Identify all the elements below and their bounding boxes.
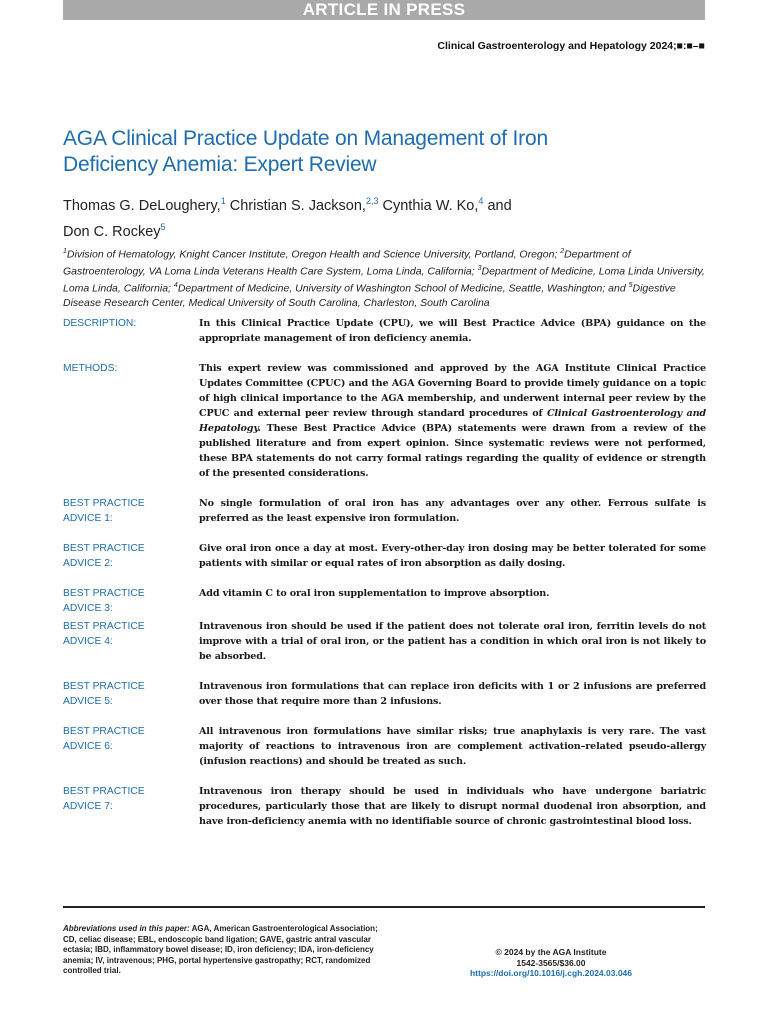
best-practice-advice-row [63, 784, 706, 829]
affiliation-text: Digestive Disease Research Center, Medical University of South Carolina, Charleston, South Carolina [63, 282, 676, 309]
author-name[interactable]: Christian S. Jackson, [229, 197, 366, 214]
best-practice-advice-row [63, 619, 706, 664]
copyright-text: © 2024 by the AGA Institute [495, 947, 607, 957]
advice-text: All intravenous iron formulations have similar risks; true anaphylaxis is very rare. The vast majority of reactions to intravenous iron are complement activation–related pseudo-allergy (infusion reactions) and should be treated as such. [199, 726, 706, 767]
methods-text: This expert review was commissioned and approved by the AGA Institute Clinical Practice Updates Committee (CPUC) and the AGA Governing Board to provide timely guidance on a topic of high clinical importance to the AGA membership, and underwent internal peer review by the CPUC and external peer review through standard procedures of [199, 363, 706, 419]
best-practice-advice-row [63, 496, 706, 526]
abbreviations-text: AGA, American Gastroenterological Association; CD, celiac disease; EBL, endoscopic band ligation; GAVE, gastric antral vascular ectasia; IBD, inflammatory bowel disease; ID, iron deficiency; IDA, iron-deficiency anemia; IV, intravenous; PHG, portal hypertensive gastropathy; RCT, randomized controlled trial. [63, 924, 378, 975]
author-name[interactable]: Don C. Rockey [63, 223, 161, 240]
author-list [63, 191, 663, 243]
advice-text: No single formulation of oral iron has any advantages over any other. Ferrous sulfate is preferred as the least expensive iron formulation. [199, 498, 706, 524]
best-practice-advice-row [63, 724, 706, 769]
section-label: METHODS: [63, 363, 118, 374]
affiliation-text: Department of Medicine, Loma Linda University, Loma Linda, California; [63, 265, 705, 295]
affiliation-number: 3 [477, 265, 482, 272]
author-name[interactable]: Thomas G. DeLoughery, [63, 197, 221, 214]
advice-label: BEST PRACTICE ADVICE 3: [63, 588, 145, 614]
author-affiliation-ref[interactable]: 5 [160, 221, 166, 232]
best-practice-advice-row [63, 541, 706, 571]
copyright-block [420, 947, 682, 979]
methods-text: These Best Practice Advice (BPA) statements were drawn from a review of the published literature and from expert opinion. Since systematic reviews were not performed, these BPA statements do not carry formal ratings regarding the quality of evidence or strength of the presented considerations. [199, 423, 706, 479]
author-name[interactable]: Cynthia W. Ko, [382, 197, 479, 214]
title-line-2: Deficiency Anemia: Expert Review [63, 153, 377, 176]
abbreviations-lead: Abbreviations used in this paper: [63, 924, 190, 933]
author-conjunction: and [487, 197, 512, 214]
advice-text: Intravenous iron formulations that can replace iron deficits with 1 or 2 infusions are preferred over those that require more than 2 infusions. [199, 681, 706, 707]
advice-label: BEST PRACTICE ADVICE 2: [63, 543, 145, 569]
section-text [199, 361, 706, 481]
author-affiliation-ref[interactable]: 4 [478, 196, 484, 206]
affiliation-text: Division of Hematology, Knight Cancer Institute, Oregon Health and Science University, Portland, Oregon; [66, 248, 561, 261]
advice-text: Intravenous iron should be used if the patient does not tolerate oral iron, ferritin levels do not improve with a trial of oral iron, or the patient has a condition in which oral iron is not likely to be absorbed. [199, 621, 706, 662]
advice-label: BEST PRACTICE ADVICE 7: [63, 786, 145, 812]
affiliation-text: Department of Medicine, University of Washington School of Medicine, Seattle, Washington; and [177, 282, 629, 295]
affiliation-number: 2 [560, 248, 565, 255]
section-label: DESCRIPTION: [63, 318, 137, 329]
structured-abstract [63, 316, 706, 844]
advice-label: BEST PRACTICE ADVICE 4: [63, 621, 145, 647]
advice-label: BEST PRACTICE ADVICE 1: [63, 498, 145, 524]
section-text: In this Clinical Practice Update (CPU), we will Best Practice Advice (BPA) guidance on the appropriate management of iron deficiency anemia. [199, 318, 706, 344]
affiliation-number: 1 [63, 248, 67, 255]
abbreviations-note [63, 924, 381, 977]
advice-text: Intravenous iron therapy should be used in individuals who have undergone bariatric procedures, particularly those that are likely to disrupt normal duodenal iron absorption, and have iron-deficiency anemia with no identifiable source of chronic gastrointestinal blood loss. [199, 786, 706, 827]
affiliation-number: 5 [628, 282, 633, 289]
journal-citation: Clinical Gastroenterology and Hepatology 2024;■:■–■ [437, 40, 705, 52]
advice-text: Give oral iron once a day at most. Every-other-day iron dosing may be better tolerated for some patients with similar or equal rates of iron absorption as daily dosing. [199, 543, 706, 569]
issn-price: 1542-3565/$36.00 [516, 957, 586, 968]
title-line-1: AGA Clinical Practice Update on Management of Iron [63, 127, 548, 150]
author-affiliation-ref[interactable]: 1 [220, 196, 226, 206]
advice-label: BEST PRACTICE ADVICE 6: [63, 726, 145, 752]
advice-text: Add vitamin C to oral iron supplementation to improve absorption. [199, 588, 550, 599]
doi-link[interactable]: https://doi.org/10.1016/j.cgh.2024.03.046 [469, 968, 633, 978]
best-practice-advice-row [63, 679, 706, 709]
journal-name: Clinical Gastroenterology and Hepatology. [199, 408, 706, 434]
author-affiliation-ref[interactable]: 2,3 [365, 196, 379, 206]
best-practice-advice-row [63, 586, 706, 616]
affiliation-text: Department of Gastroenterology, VA Loma Linda Veterans Health Care System, Loma Linda, California; [63, 248, 631, 278]
advice-label: BEST PRACTICE ADVICE 5: [63, 681, 145, 707]
abstract-description-row [63, 316, 706, 346]
footer-divider [63, 906, 705, 908]
article-title [63, 126, 663, 178]
affiliation-number: 4 [173, 282, 178, 289]
affiliations [63, 245, 708, 311]
abstract-methods-row [63, 361, 706, 481]
article-in-press-banner: ARTICLE IN PRESS [63, 0, 705, 20]
